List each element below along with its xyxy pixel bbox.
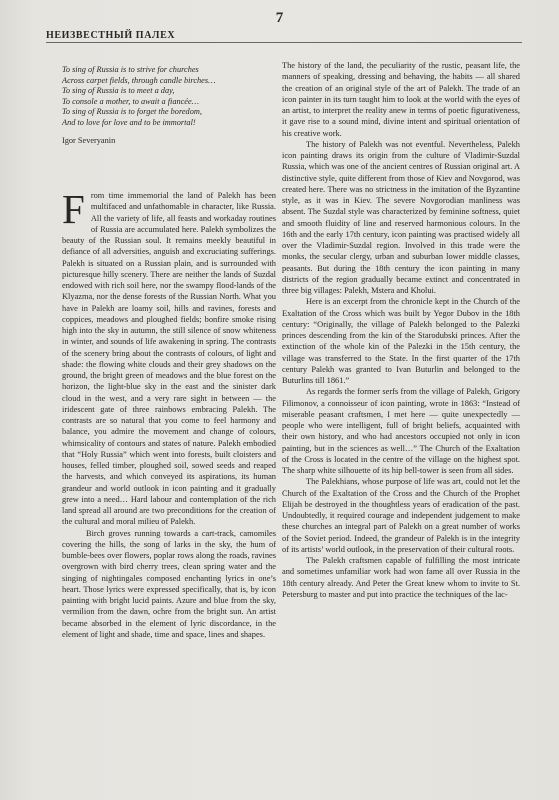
body-paragraph: The history of the land, the peculiarity of the rustic, peasant life, the manners of speaking, dressing and behaving, the habits — all shared the creation of an original style of the art of Palekh. The trade of an icon painter in its turn taught him to look at the world with the eyes of an artist, to interpret the reality anew in terms of poetic figurativeness, it gave rise to a sound mind, divine intent and spiritual orientation of his creative work.	[282, 61, 520, 138]
body-paragraph: As regards the former serfs from the village of Palekh, Grigory Filimonov, a connoisseur of icon painting, wrote in 1863: “Instead of miserable peasant craftsmen, I met here — quite unexpectedly — people who were intelligent, full of bright beliefs, acquainted with their own history, and who had ancestors occupied not only in icon painting, but in the sciences as well…” The Church of the Exaltation of the Cross is located in the centre of the village on the highest spot. The sharp white silhouette of its hip bell-tower is seen from all sides.	[282, 387, 520, 475]
right-column	[282, 60, 520, 600]
body-paragraph: Birch groves running towards a cart-track, camomiles covering the hills, the song of larks in the sky, the hum of bumble-bees over flowers, poplar rows along the roads, ravines overgrown with bird cherry trees, clean spring water and the singing of nightingales composed enchanting lyrics in one’s heart. Those lyrics were expressed specifically, that is, by icon painting with bright lucid paints. Azure and blue from the sky, vermilion from the dawn, ochre from the bright sun. An artist became absorbed in the element of lyric discordance, in the element of light and shade, time and space, lines and shapes.	[62, 528, 276, 639]
epigraph-line: To console a mother, to await a fiancée…	[62, 96, 200, 106]
body-paragraph: The Palekh craftsmen capable of fulfilling the most intricate and sometimes unfamiliar work had won fame all over Russia in the 18th century already. And Peter the Great knew whom to invite to St. Petersburg to master and put into practice the techniques of the lac-	[282, 556, 520, 599]
page-number: 7	[275, 10, 284, 26]
running-title: НЕИЗВЕСТНЫЙ ПАЛЕХ	[46, 30, 176, 41]
epigraph	[62, 65, 262, 146]
epigraph-line: To sing of Russia is to meet a day,	[62, 86, 175, 96]
body-paragraph: The history of Palekh was not eventful. Nevertheless, Palekh icon painting draws its origin from the culture of Vladimir-Suzdal Russia, which was one of the ancient centres of Russian original art. A distinctive style, quite different from those of Kiev and Novgorod, was created here. There was no strictness in the imitation of the Byzantine style, as it was in Kiev. The severe Novgorodian manliness was absent. The Suzdal style was characterized by feminine softness, quiet and smooth fluidity of line and reserved harmonious colours. In the 16th and the early 17th century, icon painting was practised widely all over the Vladimir-Suzdal region. Involved in this trade were the monks, the secular clergy, urban and suburban lower middle classes, peasants. But during the 18th century the icon painting in many districts of the region gradually became extinct and concentrated in three big villages: Palekh, Mstera and Kholui.	[282, 139, 520, 295]
epigraph-author: Igor Severyanin	[62, 135, 116, 145]
epigraph-line: And to love for love and to be immortal!	[62, 117, 196, 127]
body-paragraph: Here is an excerpt from the chronicle kept in the Church of the Exaltation of the Cross which was built by Yegor Dubov in the 18th century: “Originally, the village of Palekh belonged to the Palezki princes descending from the kin of the Starodubski princes. After the extinction of the whole kin of the Palezki in the 15th century, the village was transferred to the State. In the first quarter of the 17th century Palekh was granted to Ivan Buturlin and belonged to the Buturlins till 1861.”	[282, 297, 520, 385]
paragraph-text: rom time immemorial the land of Palekh has been multifaced and unfathomable in character, like Russia. All the variety of life, all feasts and workaday routines of Russia are accumulated here. Palekh symbolizes the beauty of the Russian soul. It remains meekly beautiful in defiance of all adversities, anguish and excruciating sufferings. Palekh is situated on a Russian plain, and is surrounded with picturesque hilly scenery. There are neither the lands of Suzdal endowed with rich soil here, nor the swampy flood-lands of the Klyazma, nor the dense forests of the Russian North. What you have in Palekh are loamy soil, hills and ravines, forests and coppices, meadows and ploughed fields; bonfire smoke rising high into the sky in autumn, the still silence of snow whiteness in winter, and sounds of life awakening in spring. The contrasts of the scenery bring about the contrasts of colours, of light and shade: the flowing white clouds and their grey shadows on the ground, the bright green of meadows and the blue forest on the horizon, the light-blue sky in the east and the sinister dark cloud in the west, and a very rare sight in between — the iridescent gate of three rainbows embracing Palekh. The contrasts are so natural that you come to feel harmony and balance, you admire the movement and change of colours, whimsicality of contours and states of nature. Palekh embodied that “Holy Russia” which went into forests, built cloisters and houses, felled timber, ploughed soil, sowed seeds and reaped the harvests, and which conveyed its aspirations, its human grandeur and world outlook in icon painting and it gradually grew into a need… Hard labour and contemplation of the rich land spread all around are two preconditions for the creation of the cultural and moral milieu of Palekh.	[62, 191, 276, 527]
header-rule	[46, 42, 522, 43]
body-paragraph	[62, 186, 276, 528]
epigraph-line: Across carpet fields, through candle birches…	[62, 75, 216, 85]
epigraph-line: To sing of Russia is to forget the boredom,	[62, 107, 202, 117]
epigraph-line: To sing of Russia is to strive for churches	[62, 65, 199, 74]
body-paragraph: The Palekhians, whose purpose of life was art, could not let the Church of the Exaltation of the Cross and the Church of the Prophet Elijah be destroyed in the thoughtless years of eradication of the past. Undoubtedly, it required courage and independent judgement to make these churches an integral part of Palekh on a great number of works of the Soviet period. Indeed, the grandeur of Palekh is in the integrity of its artists’ world outlook, in the preservation of their cultural roots.	[282, 477, 520, 554]
left-column	[62, 186, 276, 640]
drop-cap: F	[62, 186, 85, 232]
